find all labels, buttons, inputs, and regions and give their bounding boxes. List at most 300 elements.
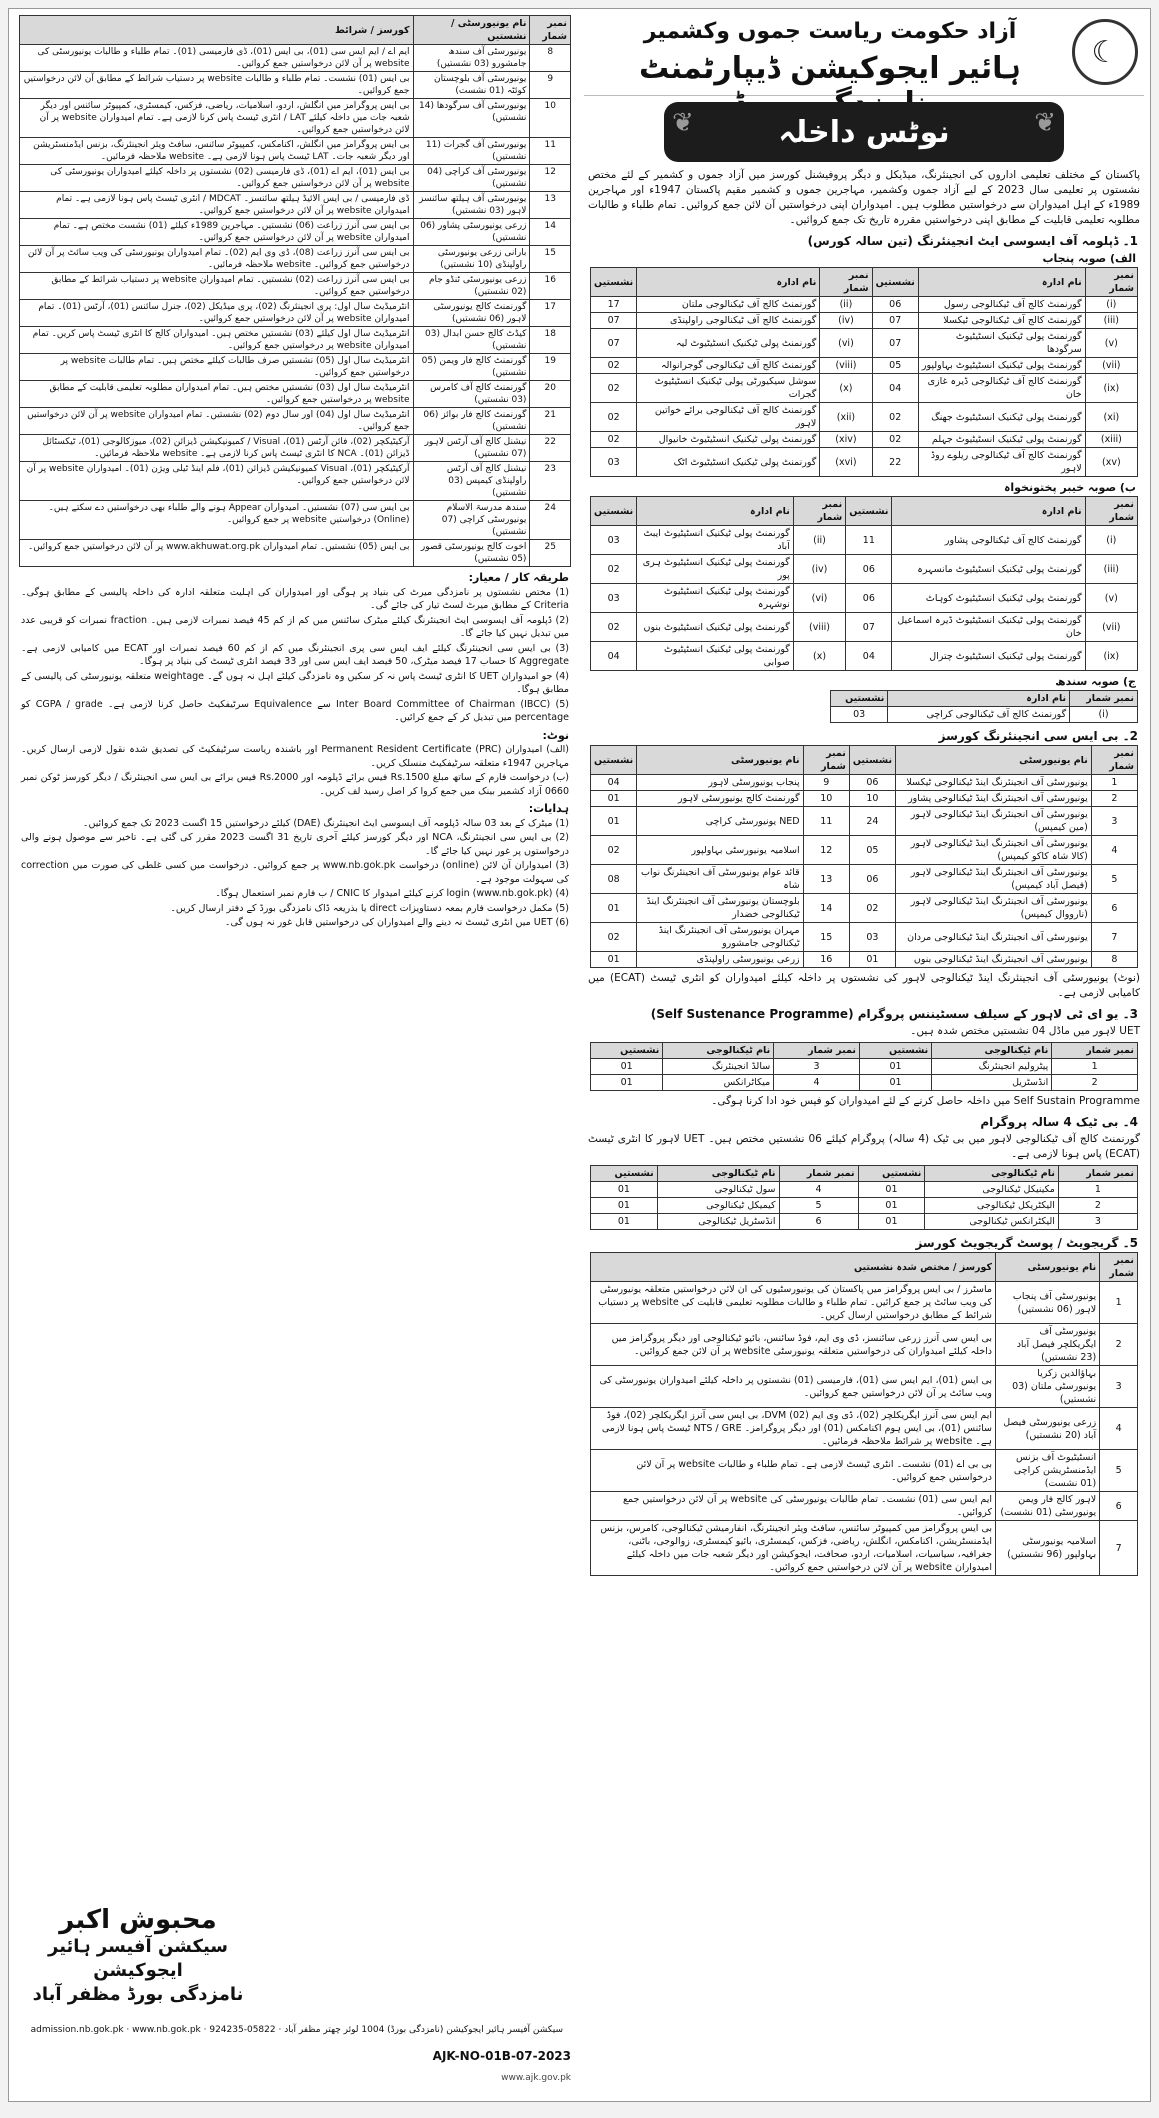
table-header-cell: کورسز / مختص شدہ نشستیں bbox=[591, 1253, 996, 1282]
table-cell: اسلامیہ یونیورسٹی بہاولپور bbox=[637, 836, 803, 865]
table-row bbox=[20, 138, 571, 165]
table-cell: کیڈٹ کالج حسن ابدال (03 نشستیں) bbox=[413, 327, 530, 354]
table-cell: گورنمنٹ پولی ٹیکنیک انسٹیٹیوٹ ہری پور bbox=[637, 555, 794, 584]
table-row bbox=[591, 329, 1138, 358]
table-cell: 06 bbox=[849, 865, 895, 894]
table-cell: 01 bbox=[591, 952, 637, 968]
table-row bbox=[591, 791, 1138, 807]
table-cell: کیمیکل ٹیکنالوجی bbox=[657, 1198, 779, 1214]
table-cell: گورنمنٹ پولی ٹیکنیک انسٹیٹیوٹ اٹک bbox=[637, 448, 820, 477]
list-item: (4) جو امیدواران UET کا انٹری ٹیسٹ پاس نہ کر سکیں وہ نامزدگی کیلئے اہل نہ ہوں گے۔ weightage متعلقہ یونیورسٹی کی پالیسی کے مطابق ہوگا۔ bbox=[21, 670, 569, 695]
table-cell: 17 bbox=[591, 297, 637, 313]
table-header-cell: نمبر شمار bbox=[774, 1043, 860, 1059]
table-cell: 13 bbox=[803, 865, 849, 894]
footer-website[interactable]: www.ajk.gov.pk bbox=[501, 2073, 571, 2083]
table-cell: 03 bbox=[591, 448, 637, 477]
punjab-table bbox=[590, 267, 1138, 477]
table-header-cell: نمبر شمار bbox=[793, 497, 845, 526]
table-cell: 06 bbox=[846, 584, 892, 613]
table-cell: بی ایس پروگرامز میں انگلش، اردو، اسلامیات، ریاضی، فزکس، کیمسٹری، کمپیوٹر سائنس اور دیگر شعبہ جات میں داخلہ کیلئے LAT / انٹری ٹیسٹ پاس کرنا لازمی ہے۔ تمام امیدواران website پر آن لائن درخواستیں جمع کروائیں۔ bbox=[20, 99, 414, 138]
bsc-engineering-table bbox=[590, 745, 1138, 968]
table-cell: بی ایس سی آنرز زراعت (02) نشستیں۔ تمام امیدواران website پر دستیاب شرائط کے مطابق درخواستیں جمع کروائیں۔ bbox=[20, 273, 414, 300]
table-row bbox=[591, 297, 1138, 313]
table-cell: انٹرمیڈیٹ سال اول (04) اور سال دوم (02) نشستیں۔ تمام امیدواران website پر آن لائن درخواستیں جمع کروائیں۔ bbox=[20, 408, 414, 435]
table-cell: سالڈ انجینئرنگ bbox=[663, 1059, 774, 1075]
table-cell: 7 bbox=[1100, 1521, 1138, 1576]
table-cell: زرعی یونیورسٹی راولپنڈی bbox=[637, 952, 803, 968]
list-item: (1) مختص نشستوں پر نامزدگی میرٹ کی بنیاد پر ہوگی اور امیدواران کی اہلیت متعلقہ ادارہ کی داخلہ پالیسی کے مطابق ہوگی۔ Criteria کے مطابق میرٹ لسٹ تیار کی جائے گی۔ bbox=[21, 586, 569, 611]
table-row bbox=[591, 358, 1138, 374]
table-cell: ایم اے / ایم ایس سی (01)، بی ایس (01)، ڈی فارمیسی (01)۔ تمام طلباء و طالبات یونیورسٹی کی website پر آن لائن درخواستیں جمع کروائیں۔ bbox=[20, 45, 414, 72]
table-cell: 01 bbox=[591, 894, 637, 923]
table-cell: NED یونیورسٹی کراچی bbox=[637, 807, 803, 836]
table-row bbox=[20, 381, 571, 408]
table-cell: یونیورسٹی آف سندھ جامشورو (03 نشستیں) bbox=[413, 45, 530, 72]
table-cell: (xvi) bbox=[820, 448, 872, 477]
table-row bbox=[591, 923, 1138, 952]
table-row bbox=[20, 192, 571, 219]
table-cell: 15 bbox=[530, 246, 571, 273]
signatory-office: نامزدگی بورڈ مظفر آباد bbox=[32, 1984, 244, 2005]
table-header-cell: نمبر شمار bbox=[803, 746, 849, 775]
table-cell: 1 bbox=[1052, 1059, 1138, 1075]
table-cell: 01 bbox=[591, 791, 637, 807]
table-cell: (xv) bbox=[1085, 448, 1137, 477]
list-item: (2) ڈپلومہ آف ایسوسی ایٹ انجینئرنگ کیلئے میٹرک سائنس میں کم از کم 45 فیصد نمبرات لازمی ہیں۔ fraction نمبرات کو قریبی عدد میں تبدیل نہیں کیا جائے گا۔ bbox=[21, 614, 569, 639]
table-header-cell: نمبر شمار bbox=[1100, 1253, 1138, 1282]
table-cell: 17 bbox=[530, 300, 571, 327]
table-header-cell: نام ٹیکنالوجی bbox=[932, 1043, 1052, 1059]
tree-icon: ❦ bbox=[1034, 108, 1056, 138]
table-cell: 23 bbox=[530, 462, 571, 501]
table-cell: انٹرمیڈیٹ سال اول: پری انجینئرنگ (02)، پری میڈیکل (02)، جنرل سائنس (01)، آرٹس (01)۔ تمام امیدواران website پر آن لائن درخواستیں جمع کروائیں۔ bbox=[20, 300, 414, 327]
table-cell: گورنمنٹ کالج فار ویمن (05 نشستیں) bbox=[413, 354, 530, 381]
table-header-cell: نمبر شمار bbox=[779, 1166, 858, 1182]
table-header-cell: نمبر شمار bbox=[1085, 268, 1137, 297]
department-title: ہائیر ایجوکیشن ڈیپارٹمنٹ bbox=[639, 51, 1021, 86]
table-row bbox=[591, 1408, 1138, 1450]
table-row bbox=[591, 1075, 1138, 1091]
table-cell: زرعی یونیورسٹی ٹنڈو جام (02 نشستیں) bbox=[413, 273, 530, 300]
table-cell: 8 bbox=[530, 45, 571, 72]
table-cell: 11 bbox=[530, 138, 571, 165]
table-row bbox=[20, 354, 571, 381]
table-cell: 1 bbox=[1058, 1182, 1137, 1198]
table-row bbox=[20, 540, 571, 567]
notice-header bbox=[584, 13, 1144, 96]
table-header-cell: نمبر شمار bbox=[1091, 746, 1137, 775]
table-cell: 10 bbox=[803, 791, 849, 807]
table-cell: انٹرمیڈیٹ سال اول (05) نشستیں صرف طالبات کیلئے مختص ہیں۔ تمام طالبات website پر درخواستیں جمع کروائیں۔ bbox=[20, 354, 414, 381]
table-header-cell: نشستیں bbox=[846, 497, 892, 526]
table-cell: گورنمنٹ کالج آف کامرس (03 نشستیں) bbox=[413, 381, 530, 408]
government-title: آزاد حکومت ریاست جموں وکشمیر bbox=[643, 19, 1017, 44]
table-cell: گورنمنٹ کالج آف ٹیکنالوجی ریلوے روڈ لاہور bbox=[918, 448, 1085, 477]
table-cell: گورنمنٹ پولی ٹیکنیک انسٹیٹیوٹ لیہ bbox=[637, 329, 820, 358]
table-cell: 08 bbox=[591, 865, 637, 894]
table-cell: انٹرمیڈیٹ سال اول کیلئے (03) نشستیں مختص ہیں۔ امیدواران کالج کا انٹری ٹیسٹ پاس کریں۔ تمام امیدواران website پر درخواستیں جمع کروائیں۔ bbox=[20, 327, 414, 354]
table-header-cell: نام ٹیکنالوجی bbox=[663, 1043, 774, 1059]
table-cell: (iv) bbox=[820, 313, 872, 329]
table-row bbox=[20, 408, 571, 435]
table-cell: نیشنل کالج آف آرٹس لاہور (07 نشستیں) bbox=[413, 435, 530, 462]
signatory-title: سیکشن آفیسر ہائیر ایجوکیشن bbox=[48, 1936, 228, 1981]
table-cell: (iii) bbox=[1085, 313, 1137, 329]
table-header-cell: نشستیں bbox=[591, 746, 637, 775]
table-cell: گورنمنٹ پولی ٹیکنیک انسٹیٹیوٹ خانیوال bbox=[637, 432, 820, 448]
table-cell: 05 bbox=[849, 836, 895, 865]
table-cell: 02 bbox=[591, 403, 637, 432]
table-cell: 03 bbox=[849, 923, 895, 952]
table-cell: 02 bbox=[591, 613, 637, 642]
table-row bbox=[591, 952, 1138, 968]
table-cell: (xiv) bbox=[820, 432, 872, 448]
table-header-cell: نمبر شمار bbox=[1070, 691, 1138, 707]
table-cell: 01 bbox=[591, 1075, 663, 1091]
table-cell: 07 bbox=[846, 613, 892, 642]
table-cell: بی ایس سی آنرز زراعت (06) نشستیں۔ مہاجرین 1989ء کیلئے (01) نشست مختص ہے۔ تمام امیدواران website پر آن لائن درخواستیں جمع کروائیں۔ bbox=[20, 219, 414, 246]
table-cell: یونیورسٹی آف پنجاب لاہور (06 نشستیں) bbox=[996, 1282, 1100, 1324]
table-cell: زرعی یونیورسٹی فیصل آباد (20 نشستیں) bbox=[996, 1408, 1100, 1450]
kpk-table bbox=[590, 496, 1138, 671]
section4-title: 4۔ بی ٹیک 4 سالہ پروگرام bbox=[980, 1115, 1138, 1129]
table-cell: بی ایس (01)، ایم اے (01)، ڈی فارمیسی (02) نشستوں پر داخلہ کیلئے امیدواران یونیورسٹی کی website پر آن لائن درخواستیں جمع کروائیں۔ bbox=[20, 165, 414, 192]
table-cell: 10 bbox=[849, 791, 895, 807]
table-cell: گورنمنٹ کالج یونیورسٹی لاہور (06 نشستیں) bbox=[413, 300, 530, 327]
table-header-cell: نام ادارہ bbox=[637, 497, 794, 526]
table-cell: یونیورسٹی آف کراچی (04 نشستیں) bbox=[413, 165, 530, 192]
table-cell: گورنمنٹ کالج آف ٹیکنالوجی پشاور bbox=[892, 526, 1085, 555]
sindh-title: ج) صوبہ سندھ bbox=[1055, 675, 1136, 688]
table-cell: یونیورسٹی آف انجینئرنگ اینڈ ٹیکنالوجی لاہور (مین کیمپس) bbox=[896, 807, 1092, 836]
table-cell: بی ایس (05) نشستیں۔ تمام امیدواران www.akhuwat.org.pk پر آن لائن درخواستیں جمع کروائیں۔ bbox=[20, 540, 414, 567]
table-cell: گورنمنٹ کالج فار بوائز (06 نشستیں) bbox=[413, 408, 530, 435]
signatory-name: محبوش اکبر bbox=[59, 1905, 217, 1935]
table-cell: 3 bbox=[774, 1059, 860, 1075]
table-cell: 05 bbox=[872, 358, 918, 374]
table-cell: (viii) bbox=[793, 613, 845, 642]
table-cell: 07 bbox=[872, 329, 918, 358]
instructions-title: ہدایات: bbox=[528, 802, 569, 815]
table-cell: گورنمنٹ کالج آف ٹیکنالوجی ٹیکسلا bbox=[918, 313, 1085, 329]
table-header-cell: نام ٹیکنالوجی bbox=[925, 1166, 1059, 1182]
table-row bbox=[20, 72, 571, 99]
table-cell: یونیورسٹی آف انجینئرنگ اینڈ ٹیکنالوجی لاہور (نارووال کیمپس) bbox=[896, 894, 1092, 923]
table-cell: 06 bbox=[846, 555, 892, 584]
table-cell: 06 bbox=[849, 775, 895, 791]
table-row bbox=[591, 1450, 1138, 1492]
table-cell: یونیورسٹی آف گجرات (11 نشستیں) bbox=[413, 138, 530, 165]
table-cell: بارانی زرعی یونیورسٹی راولپنڈی (10 نشستیں) bbox=[413, 246, 530, 273]
table-cell: یونیورسٹی آف انجینئرنگ اینڈ ٹیکنالوجی پشاور bbox=[896, 791, 1092, 807]
table-row bbox=[20, 246, 571, 273]
table-cell: (v) bbox=[1085, 329, 1137, 358]
table-row bbox=[591, 894, 1138, 923]
tree-icon: ❦ bbox=[672, 108, 694, 138]
table-cell: گورنمنٹ پولی ٹیکنیک انسٹیٹیوٹ ڈیرہ اسماعیل خان bbox=[892, 613, 1085, 642]
table-cell: 06 bbox=[872, 297, 918, 313]
table-cell: 02 bbox=[591, 836, 637, 865]
table-cell: مہران یونیورسٹی آف انجینئرنگ اینڈ ٹیکنالوجی جامشورو bbox=[637, 923, 803, 952]
table-cell: 16 bbox=[530, 273, 571, 300]
criteria-block bbox=[21, 571, 569, 725]
table-cell: گورنمنٹ کالج آف ٹیکنالوجی ڈیرہ غازی خان bbox=[918, 374, 1085, 403]
table-cell: 14 bbox=[530, 219, 571, 246]
table-cell: 9 bbox=[803, 775, 849, 791]
table-header-cell: نام یونیورسٹی bbox=[637, 746, 803, 775]
table-cell: 03 bbox=[831, 707, 888, 723]
table-cell: (xiii) bbox=[1085, 432, 1137, 448]
table-row bbox=[20, 45, 571, 72]
section4-intro: گورنمنٹ کالج آف ٹیکنالوجی لاہور میں بی ٹیک (4 سالہ) پروگرام کیلئے 06 نشستیں مختص ہیں۔ UET لاہور کا انٹری ٹیسٹ (ECAT) پاس ہونا لازمی ہے۔ bbox=[588, 1133, 1140, 1160]
table-row bbox=[591, 1059, 1138, 1075]
table-cell: 6 bbox=[779, 1214, 858, 1230]
table-cell: گورنمنٹ پولی ٹیکنیک انسٹیٹیوٹ نوشہرہ bbox=[637, 584, 794, 613]
table-cell: 01 bbox=[849, 952, 895, 968]
table-cell: پیٹرولیم انجینئرنگ bbox=[932, 1059, 1052, 1075]
table-cell: 01 bbox=[859, 1075, 931, 1091]
table-cell: 4 bbox=[779, 1182, 858, 1198]
table-header-cell: نام یونیورسٹی bbox=[896, 746, 1092, 775]
table-cell: گورنمنٹ پولی ٹیکنیک انسٹیٹیوٹ صوابی bbox=[637, 642, 794, 671]
table-cell: 01 bbox=[858, 1182, 925, 1198]
table-cell: الیکٹرانکس ٹیکنالوجی bbox=[925, 1214, 1059, 1230]
table-cell: 7 bbox=[1091, 923, 1137, 952]
table-cell: 18 bbox=[530, 327, 571, 354]
table-cell: یونیورسٹی آف انجینئرنگ اینڈ ٹیکنالوجی مردان bbox=[896, 923, 1092, 952]
table-cell: 02 bbox=[591, 358, 637, 374]
table-header-cell: نشستیں bbox=[849, 746, 895, 775]
table-row bbox=[591, 313, 1138, 329]
table-cell: 19 bbox=[530, 354, 571, 381]
table-cell: 1 bbox=[1091, 775, 1137, 791]
table-cell: گورنمنٹ پولی ٹیکنیک انسٹیٹیوٹ کوہاٹ bbox=[892, 584, 1085, 613]
self-sustenance-table bbox=[590, 1042, 1138, 1091]
table-cell: اخوت کالج یونیورسٹی قصور (05 نشستیں) bbox=[413, 540, 530, 567]
table-cell: (xii) bbox=[820, 403, 872, 432]
table-header-cell: نام ادارہ bbox=[888, 691, 1070, 707]
table-cell: 9 bbox=[530, 72, 571, 99]
table-cell: بی ایس (01)، ایم ایس سی (01)، فارمیسی (01) نشستوں پر داخلہ کیلئے امیدواران یونیورسٹی کی ویب سائٹ پر آن لائن درخواستیں جمع کروائیں۔ bbox=[591, 1366, 996, 1408]
table-cell: انسٹیٹیوٹ آف بزنس ایڈمنسٹریشن کراچی (01 نشست) bbox=[996, 1450, 1100, 1492]
table-cell: 07 bbox=[872, 313, 918, 329]
table-cell: یونیورسٹی آف انجینئرنگ اینڈ ٹیکنالوجی لاہور (فیصل آباد کیمپس) bbox=[896, 865, 1092, 894]
table-header-cell: نشستیں bbox=[872, 268, 918, 297]
table-cell: (iii) bbox=[1085, 555, 1137, 584]
table-header-cell: نشستیں bbox=[858, 1166, 925, 1182]
table-header-cell: نمبر شمار bbox=[820, 268, 872, 297]
list-item: (الف) امیدواران Permanent Resident Certificate (PRC) اور باشندہ ریاست سرٹیفکیٹ کی تصدیق شدہ نقول لازمی ارسال کریں۔ مہاجرین 1947ء متعلقہ سرٹیفکیٹ منسلک کریں۔ bbox=[21, 744, 569, 769]
table-cell: انڈسٹریل bbox=[932, 1075, 1052, 1091]
sindh-table bbox=[830, 690, 1138, 723]
table-cell: 01 bbox=[858, 1198, 925, 1214]
email-address[interactable]: admission.nb.gok.pk bbox=[30, 2025, 124, 2035]
list-item: (4) login (www.nb.gok.pk) کرنے کیلئے امیدوار کا CNIC / ب فارم نمبر استعمال ہوگا۔ bbox=[215, 888, 569, 899]
table-cell: 8 bbox=[1091, 952, 1137, 968]
table-row bbox=[591, 1492, 1138, 1521]
table-cell: گورنمنٹ کالج آف ٹیکنالوجی رسول bbox=[918, 297, 1085, 313]
table-cell: 02 bbox=[591, 555, 637, 584]
list-item: (ب) درخواست فارم کے ساتھ مبلغ Rs.1500 فیس برائے ڈپلومہ اور Rs.2000 فیس برائے بی ایس سی انجینئرنگ / دیگر کورسز ٹوکن نمبر 0660 آزاد کشمیر بینک میں جمع کروا کر اصل رسید لف کریں۔ bbox=[21, 772, 569, 797]
contact-line: سیکشن آفیسر ہائیر ایجوکیشن (نامزدگی بورڈ) 1004 لوئر چھتر مظفر آباد · 05822-924235 · admission.nb.gok.pk · www.nb.gok.pk bbox=[30, 2025, 563, 2035]
phone-number: 05822-924235 bbox=[209, 2025, 276, 2035]
table-row bbox=[831, 707, 1138, 723]
list-item: (1) میٹرک کے بعد 03 سالہ ڈپلومہ آف ایسوسی ایٹ انجینئرنگ (DAE) کیلئے درخواستیں 15 اگست 2023 تک جمع کروائیں۔ bbox=[82, 817, 569, 829]
table-cell: 3 bbox=[1058, 1214, 1137, 1230]
table-cell: بی ایس سی آنرز زراعت (08)، ڈی وی ایم (02)۔ تمام امیدواران یونیورسٹی کی ویب سائٹ پر آن لائن درخواستیں جمع کروائیں۔ website ملاحظہ فرمائیں۔ bbox=[20, 246, 414, 273]
table-cell: گورنمنٹ پولی ٹیکنیک انسٹیٹیوٹ سرگودھا bbox=[918, 329, 1085, 358]
table-cell: آرکیٹیکچر (02)، فائن آرٹس (01)، Visual / کمیونیکیشن ڈیزائن (02)، میوزکالوجی (01)، ٹیکسٹائل ڈیزائن (01)۔ NCA کا انٹری ٹیسٹ پاس کرنا لازمی ہے۔ website ملاحظہ فرمائیں۔ bbox=[20, 435, 414, 462]
table-cell: 14 bbox=[803, 894, 849, 923]
list-item: (6) UET میں انٹری ٹیسٹ نہ دینے والے امیدواران کی درخواستیں قابل غور نہ ہوں گی۔ bbox=[224, 917, 569, 928]
banner-title: نوٹس داخلہ bbox=[778, 114, 950, 150]
table-cell: 16 bbox=[803, 952, 849, 968]
table-cell: 3 bbox=[1091, 807, 1137, 836]
table-cell: گورنمنٹ کالج آف ٹیکنالوجی راولپنڈی bbox=[637, 313, 820, 329]
table-header-cell: نشستیں bbox=[591, 268, 637, 297]
table-cell: اسلامیہ یونیورسٹی بہاولپور (96 نشستیں) bbox=[996, 1521, 1100, 1576]
table-row bbox=[591, 1366, 1138, 1408]
table-cell: گورنمنٹ کالج آف ٹیکنالوجی کراچی bbox=[888, 707, 1070, 723]
section3-intro: UET لاہور میں ماڈل 04 نشستیں مختص شدہ ہیں۔ bbox=[910, 1025, 1140, 1037]
table-cell: 02 bbox=[872, 432, 918, 448]
table-cell: آرکیٹیکچر (01)، Visual کمیونیکیشن ڈیزائن (01)، فلم اینڈ ٹیلی ویژن (01)۔ امیدواران website پر آن لائن درخواستیں جمع کروائیں۔ bbox=[20, 462, 414, 501]
table-cell: زرعی یونیورسٹی پشاور (06 نشستیں) bbox=[413, 219, 530, 246]
table-cell: (ix) bbox=[1085, 374, 1137, 403]
table-cell: (i) bbox=[1070, 707, 1138, 723]
table-header-cell: نام ادارہ bbox=[637, 268, 820, 297]
table-row bbox=[591, 555, 1138, 584]
table-cell: 01 bbox=[859, 1059, 931, 1075]
table-cell: گورنمنٹ کالج آف ٹیکنالوجی برائے خواتین لاہور bbox=[637, 403, 820, 432]
table-cell: قائد عوام یونیورسٹی آف انجینئرنگ نواب شاہ bbox=[637, 865, 803, 894]
table-cell: (vii) bbox=[1085, 613, 1137, 642]
table-cell: 04 bbox=[872, 374, 918, 403]
table-cell: 20 bbox=[530, 381, 571, 408]
section3-title: 3۔ یو ای ٹی لاہور کے سیلف سسٹیننس پروگرام (Self Sustenance Programme) bbox=[650, 1007, 1138, 1021]
table-cell: (x) bbox=[820, 374, 872, 403]
table-cell: 11 bbox=[846, 526, 892, 555]
table-row bbox=[591, 807, 1138, 836]
table-row bbox=[591, 775, 1138, 791]
table-cell: (viii) bbox=[820, 358, 872, 374]
section3-note: Self Sustain Programme میں داخلہ حاصل کرنے کے لئے امیدواران کو فیس خود ادا کرنا ہوگی۔ bbox=[711, 1095, 1140, 1107]
section2-note: (نوٹ) یونیورسٹی آف انجینئرنگ اینڈ ٹیکنالوجی لاہور کی نشستوں پر داخلہ کیلئے امیدواران کو انٹری ٹیسٹ (ECAT) میں کامیابی لازمی ہے۔ bbox=[588, 972, 1140, 999]
table-cell: 12 bbox=[530, 165, 571, 192]
table-cell: یونیورسٹی آف انجینئرنگ اینڈ ٹیکنالوجی لاہور (کالا شاہ کاکو کیمپس) bbox=[896, 836, 1092, 865]
table-row bbox=[591, 836, 1138, 865]
table-cell: 02 bbox=[591, 374, 637, 403]
table-cell: گورنمنٹ کالج یونیورسٹی لاہور bbox=[637, 791, 803, 807]
right-column bbox=[584, 13, 1144, 2093]
table-cell: (vi) bbox=[793, 584, 845, 613]
table-header-cell: نشستیں bbox=[831, 691, 888, 707]
table-cell: 6 bbox=[1091, 894, 1137, 923]
table-cell: 4 bbox=[1100, 1408, 1138, 1450]
left-column bbox=[15, 13, 575, 2093]
table-cell: (ix) bbox=[1085, 642, 1137, 671]
table-cell: 2 bbox=[1100, 1324, 1138, 1366]
table-cell: پنجاب یونیورسٹی لاہور bbox=[637, 775, 803, 791]
table-cell: یونیورسٹی آف انجینئرنگ اینڈ ٹیکنالوجی بنوں bbox=[896, 952, 1092, 968]
table-row bbox=[20, 501, 571, 540]
signature-block bbox=[23, 1905, 253, 2007]
table-cell: لاہور کالج فار ویمن یونیورسٹی (01 نشست) bbox=[996, 1492, 1100, 1521]
table-header-cell: نشستیں bbox=[591, 1043, 663, 1059]
table-header-cell: نمبر شمار bbox=[1058, 1166, 1137, 1182]
table-cell: 1 bbox=[1100, 1282, 1138, 1324]
table-cell: 02 bbox=[591, 923, 637, 952]
table-cell: 01 bbox=[591, 1182, 658, 1198]
table-cell: گورنمنٹ پولی ٹیکنیک انسٹیٹیوٹ جھنگ bbox=[918, 403, 1085, 432]
table-cell: بلوچستان یونیورسٹی آف انجینئرنگ اینڈ ٹیکنالوجی خضدار bbox=[637, 894, 803, 923]
table-cell: سندھ مدرسۃ الاسلام یونیورسٹی کراچی (07 نشستیں) bbox=[413, 501, 530, 540]
table-cell: 01 bbox=[591, 1198, 658, 1214]
instructions-block bbox=[21, 802, 569, 930]
table-row bbox=[591, 642, 1138, 671]
table-cell: 2 bbox=[1091, 791, 1137, 807]
table-cell: ایم ایس سی آنرز ایگریکلچر (02)، ڈی وی ایم DVM (02)، بی ایس سی آنرز ایگریکلچر (02)، فوڈ سائنس (01)، بی ایس ہوم اکنامکس (01) اور دیگر پروگرامز۔ NTS / GRE ٹیسٹ پاس ہونا لازمی ہے۔ website پر شرائط ملاحظہ فرمائیں۔ bbox=[591, 1408, 996, 1450]
table-cell: گورنمنٹ پولی ٹیکنیک انسٹیٹیوٹ ایبٹ آباد bbox=[637, 526, 794, 555]
table-cell: نیشنل کالج آف آرٹس راولپنڈی کیمپس (03 نشستیں) bbox=[413, 462, 530, 501]
notice-banner bbox=[664, 102, 1064, 162]
table-row bbox=[591, 374, 1138, 403]
table-header-cell: کورسز / شرائط bbox=[20, 16, 414, 45]
table-cell: 24 bbox=[849, 807, 895, 836]
table-cell: (x) bbox=[793, 642, 845, 671]
table-cell: مکینیکل ٹیکنالوجی bbox=[925, 1182, 1059, 1198]
table-cell: 21 bbox=[530, 408, 571, 435]
table-row bbox=[591, 613, 1138, 642]
section2-title: 2۔ بی ایس سی انجینئرنگ کورسز bbox=[938, 729, 1138, 743]
kpk-title: ب) صوبہ خیبر پختونخواہ bbox=[1003, 481, 1136, 494]
table-cell: بی ایس سی آنرز زرعی سائنسز، ڈی وی ایم، فوڈ سائنس، بائیو ٹیکنالوجی اور دیگر پروگرامز میں داخلہ کیلئے امیدواران کی درخواستیں متعلقہ یونیورسٹی website پر آن لائن جمع کروائیں۔ bbox=[591, 1324, 996, 1366]
table-cell: میکاٹرانکس bbox=[663, 1075, 774, 1091]
table-cell: 4 bbox=[774, 1075, 860, 1091]
table-cell: گورنمنٹ پولی ٹیکنیک انسٹیٹیوٹ بنوں bbox=[637, 613, 794, 642]
list-item: (3) امیدواران آن لائن (online) درخواست www.nb.gok.pk پر جمع کروائیں۔ درخواست میں کسی غلطی کی صورت میں correction کی سہولت موجود ہے۔ bbox=[21, 860, 569, 885]
table-cell: 5 bbox=[1100, 1450, 1138, 1492]
table-cell: 22 bbox=[530, 435, 571, 462]
table-cell: 02 bbox=[872, 403, 918, 432]
table-header-cell: نشستیں bbox=[591, 497, 637, 526]
section1-title: 1۔ ڈپلومہ آف ایسوسی ایٹ انجینئرنگ (تین سالہ کورس) bbox=[807, 234, 1138, 248]
table-cell: 6 bbox=[1100, 1492, 1138, 1521]
table-cell: ماسٹرز / بی ایس پروگرامز میں پاکستان کی یونیورسٹیوں کی ان لائن درخواستیں متعلقہ یونیورسٹی کی ویب سائٹ پر جمع کرائیں۔ تمام طلباء و طالبات مطلوبہ تعلیمی قابلیت کی website پر دستیاب شرائط کے مطابق درخواستیں ارسال کریں۔ bbox=[591, 1282, 996, 1324]
table-row bbox=[20, 300, 571, 327]
table-cell: یونیورسٹی آف ہیلتھ سائنسز لاہور (03 نشستیں) bbox=[413, 192, 530, 219]
table-cell: 02 bbox=[849, 894, 895, 923]
website-link[interactable]: www.nb.gok.pk bbox=[132, 2025, 201, 2035]
table-cell: 03 bbox=[591, 526, 637, 555]
table-cell: گورنمنٹ پولی ٹیکنیک انسٹیٹیوٹ جہلم bbox=[918, 432, 1085, 448]
table-cell: بی ایس پروگرامز میں کمپیوٹر سائنس، سافٹ ویئر انجینئرنگ، انفارمیشن ٹیکنالوجی، کامرس، بزنس ایڈمنسٹریشن، اکنامکس، انگلش، ریاضی، فزکس، کیمسٹری، بائیو کیمسٹری، زوالوجی، باٹنی، جغرافیہ، سیاسیات، اسلامیات، اردو، صحافت، ایجوکیشن اور دیگر شعبہ جات میں داخلہ کیلئے امیدواران website پر آن لائن درخواستیں جمع کروائیں۔ bbox=[591, 1521, 996, 1576]
table-cell: گورنمنٹ پولی ٹیکنیک انسٹیٹیوٹ بہاولپور bbox=[918, 358, 1085, 374]
table-cell: یونیورسٹی آف بلوچستان کوئٹہ (01 نشست) bbox=[413, 72, 530, 99]
table-cell: 25 bbox=[530, 540, 571, 567]
table-header-cell: نمبر شمار bbox=[1052, 1043, 1138, 1059]
table-row bbox=[591, 1521, 1138, 1576]
table-cell: 13 bbox=[530, 192, 571, 219]
table-cell: بی ایس سی (07) نشستیں۔ امیدواران Appear ہونے والے طلباء بھی درخواستیں دے سکتے ہیں۔ (Online) درخواستیں website پر جمع کروائیں۔ bbox=[20, 501, 414, 540]
table-cell: 01 bbox=[591, 1059, 663, 1075]
table-cell: (i) bbox=[1085, 297, 1137, 313]
table-header-cell: نشستیں bbox=[591, 1166, 658, 1182]
table-row bbox=[591, 1182, 1138, 1198]
table-row bbox=[20, 462, 571, 501]
table-cell: الیکٹریکل ٹیکنالوجی bbox=[925, 1198, 1059, 1214]
table-cell: 2 bbox=[1058, 1198, 1137, 1214]
